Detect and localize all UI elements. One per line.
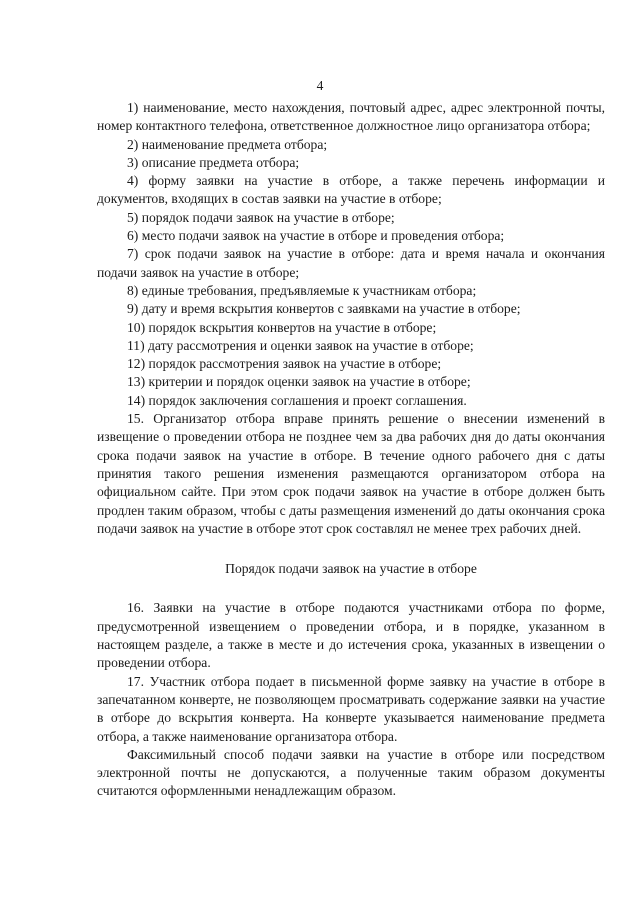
list-item-7: 7) срок подачи заявок на участие в отборе: дата и время начала и окончания подачи заявок на участие в отборе; [97,246,605,280]
list-item-4: 4) форму заявки на участие в отборе, а также перечень информации и документов, входящих в состав заявки на участие в отборе; [97,173,605,207]
clause-17: 17. Участник отбора подает в письменной форме заявку на участие в отборе в запечатанном конверте, не позволяющем просматривать содержание заявки на участие в отборе до вскрытия конверта. На конверте указывается наименование предмета отбора, а также наименование организатора отбора. [97,673,605,744]
section-heading: Порядок подачи заявок на участие в отборе [225,561,477,577]
list-item-6: 6) место подачи заявок на участие в отборе и проведения отбора; [127,228,505,244]
list-item-10: 10) порядок вскрытия конвертов на участие в отборе; [127,319,437,335]
clause-16: 16. Заявки на участие в отборе подаются участниками отбора по форме, предусмотренной извещением о проведении отбора, и в порядке, указанном в настоящем разделе, а также в месте и до истечения срока, указанных в извещении о проведении отбора. [97,600,605,671]
list-item-1: 1) наименование, место нахождения, почтовый адрес, адрес электронной почты, номер контактного телефона, ответственное должностное лицо организатора отбора; [97,100,605,134]
page-number: 4 [316,78,324,93]
list-item-2: 2) наименование предмета отбора; [127,136,328,152]
list-item-13: 13) критерии и порядок оценки заявок на участие в отборе; [127,374,471,390]
list-item-11: 11) дату рассмотрения и оценки заявок на участие в отборе; [127,337,474,353]
document-body [97,99,605,801]
list-item-12: 12) порядок рассмотрения заявок на участие в отборе; [127,356,442,372]
fax-clause: Факсимильный способ подачи заявки на участие в отборе или посредством электронной почты не допускаются, а полученные таким образом документы считаются оформленными ненадлежащим образом. [97,746,605,799]
list-item-5: 5) порядок подачи заявок на участие в отборе; [127,209,395,225]
clause-15: 15. Организатор отбора вправе принять решение о внесении изменений в извещение о проведении отбора не позднее чем за два рабочих дня до даты окончания срока подачи заявок на участие в отборе. В течение одного рабочего дня с даты принятия такого решения изменения размещаются организатором отбора на официальном сайте. При этом срок подачи заявок на участие в отборе должен быть продлен таким образом, чтобы с даты размещения изменений до даты окончания срока подачи заявок на участие в отборе этот срок составлял не менее трех рабочих дней. [97,411,605,536]
list-item-9: 9) дату и время вскрытия конвертов с заявками на участие в отборе; [127,301,521,317]
list-item-8: 8) единые требования, предъявляемые к участникам отбора; [127,282,477,298]
list-item-3: 3) описание предмета отбора; [127,154,300,170]
list-item-14: 14) порядок заключения соглашения и проект соглашения. [127,392,467,408]
